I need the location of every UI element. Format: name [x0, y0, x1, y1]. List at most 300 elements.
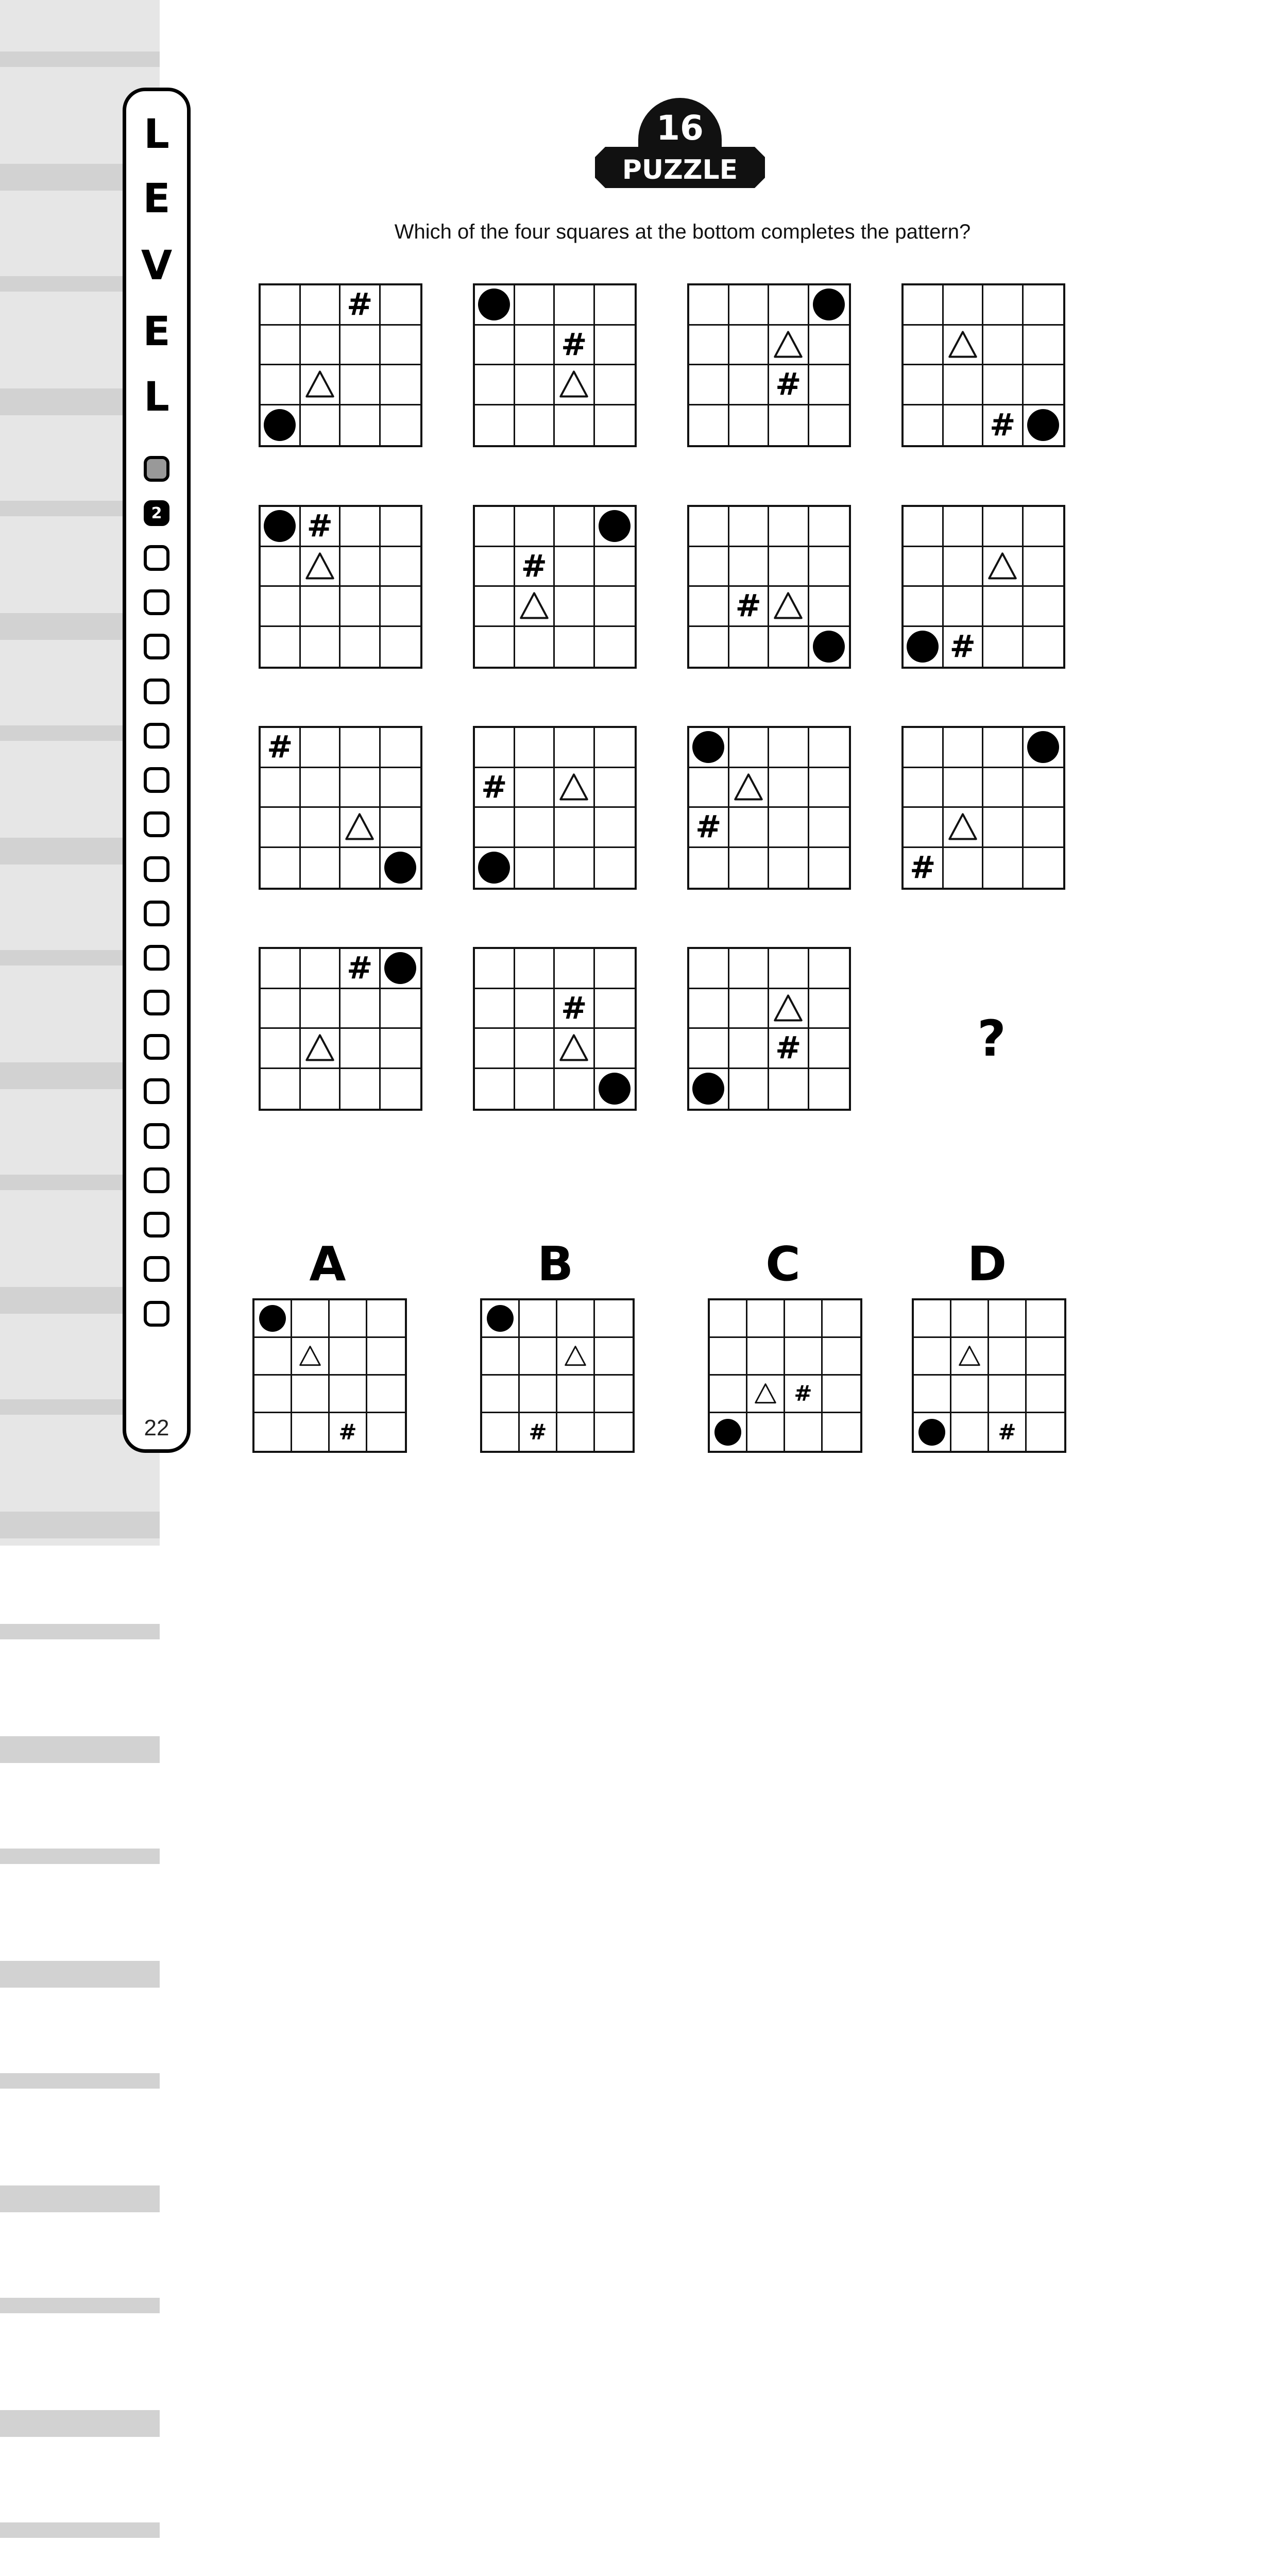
- hash-symbol: #: [561, 326, 587, 363]
- grid-cell: [809, 1069, 849, 1109]
- triangle-icon: [988, 552, 1017, 581]
- grid-cell: [904, 768, 944, 808]
- grid-cell: [340, 989, 381, 1029]
- triangle-icon: [299, 1345, 321, 1367]
- hash-symbol: #: [735, 588, 761, 624]
- filled-circle-icon: [384, 952, 416, 984]
- grid-cell: [515, 949, 555, 989]
- grid-cell: [914, 1300, 951, 1338]
- grid-cell: [729, 405, 770, 446]
- grid-cell: [944, 285, 984, 326]
- grid-cell: [747, 1338, 785, 1376]
- grid-cell: [515, 728, 555, 768]
- grid-cell: [340, 1029, 381, 1069]
- grid-cell: [914, 1413, 951, 1451]
- level-box: [144, 1256, 169, 1282]
- level-box: [144, 545, 169, 571]
- grid-cell: [301, 587, 341, 627]
- option-label-d: D: [967, 1236, 1007, 1292]
- grid-cell: [261, 768, 301, 808]
- grid-cell: [301, 365, 341, 405]
- grid-cell: [340, 949, 381, 989]
- grid-cell: [261, 326, 301, 366]
- grid-cell: [330, 1413, 367, 1451]
- filled-circle-icon: [692, 731, 724, 763]
- grid-cell: [983, 728, 1024, 768]
- grid-cell: [689, 285, 729, 326]
- triangle-icon: [948, 330, 977, 359]
- filled-circle-icon: [714, 1419, 741, 1446]
- grid-cell: [261, 848, 301, 888]
- grid-cell: [555, 989, 595, 1029]
- grid-cell: [944, 587, 984, 627]
- option-label-c: C: [765, 1236, 801, 1292]
- grid-cell: [555, 848, 595, 888]
- grid-cell: [769, 627, 809, 667]
- grid-cell: [1024, 405, 1064, 446]
- grid-cell: [555, 949, 595, 989]
- filled-circle-icon: [1027, 731, 1059, 763]
- grid-cell: [769, 728, 809, 768]
- grid-cell: [1024, 365, 1064, 405]
- grid-cell: [301, 507, 341, 547]
- grid-cell: [809, 768, 849, 808]
- option-grid-c[interactable]: [708, 1298, 862, 1453]
- grid-cell: [983, 808, 1024, 848]
- filled-circle-icon: [907, 631, 939, 663]
- grid-cell: [944, 627, 984, 667]
- level-letter: L: [144, 111, 169, 158]
- grid-cell: [595, 808, 635, 848]
- triangle-icon: [755, 1383, 776, 1404]
- grid-cell: [809, 405, 849, 446]
- grid-cell: [785, 1376, 823, 1413]
- grid-cell: [292, 1413, 330, 1451]
- level-box: [144, 589, 169, 615]
- grid-cell: [261, 728, 301, 768]
- grid-cell: [595, 547, 635, 587]
- grid-cell: [261, 1029, 301, 1069]
- grid-cell: [381, 989, 421, 1029]
- grid-cell: [555, 285, 595, 326]
- grid-cell: [475, 326, 515, 366]
- grid-cell: [301, 768, 341, 808]
- grid-cell: [557, 1338, 595, 1376]
- grid-cell: [729, 507, 770, 547]
- grid-cell: [482, 1376, 520, 1413]
- grid-cell: [595, 1413, 633, 1451]
- grid-cell: [555, 1069, 595, 1109]
- grid-cell: [381, 365, 421, 405]
- grid-cell: [983, 326, 1024, 366]
- grid-cell: [769, 989, 809, 1029]
- grid-cell: [689, 768, 729, 808]
- grid-cell: [381, 627, 421, 667]
- grid-cell: [475, 1029, 515, 1069]
- pattern-grid: [687, 947, 851, 1111]
- pattern-grid: [473, 505, 637, 669]
- grid-cell: [689, 405, 729, 446]
- hash-symbol: #: [529, 1419, 547, 1445]
- grid-cell: [340, 627, 381, 667]
- grid-cell: [809, 547, 849, 587]
- grid-cell: [261, 285, 301, 326]
- grid-cell: [367, 1300, 405, 1338]
- grid-cell: [381, 848, 421, 888]
- grid-cell: [809, 507, 849, 547]
- grid-cell: [1024, 728, 1064, 768]
- grid-cell: [989, 1376, 1027, 1413]
- grid-cell: [261, 989, 301, 1029]
- grid-cell: [944, 507, 984, 547]
- pattern-grid: [473, 726, 637, 890]
- triangle-icon: [305, 552, 334, 581]
- margin-stripe: [0, 2522, 160, 2538]
- grid-cell: [482, 1413, 520, 1451]
- grid-cell: [729, 989, 770, 1029]
- grid-cell: [689, 1069, 729, 1109]
- grid-cell: [944, 326, 984, 366]
- grid-cell: [914, 1376, 951, 1413]
- grid-cell: [983, 848, 1024, 888]
- grid-cell: [944, 547, 984, 587]
- level-box: [144, 1167, 169, 1193]
- grid-cell: [254, 1413, 292, 1451]
- grid-cell: [381, 808, 421, 848]
- grid-cell: [254, 1338, 292, 1376]
- grid-cell: [729, 808, 770, 848]
- grid-cell: [340, 768, 381, 808]
- triangle-icon: [774, 994, 803, 1023]
- grid-cell: [475, 285, 515, 326]
- grid-cell: [904, 405, 944, 446]
- grid-cell: [475, 587, 515, 627]
- grid-cell: [944, 808, 984, 848]
- level-box-current: 2: [144, 500, 169, 526]
- grid-cell: [475, 405, 515, 446]
- hash-symbol: #: [695, 809, 722, 845]
- grid-cell: [340, 1069, 381, 1109]
- hash-symbol: #: [267, 729, 293, 766]
- margin-stripe: [0, 52, 160, 67]
- grid-cell: [367, 1376, 405, 1413]
- grid-cell: [1027, 1413, 1064, 1451]
- filled-circle-icon: [264, 409, 296, 441]
- grid-cell: [475, 627, 515, 667]
- grid-cell: [555, 326, 595, 366]
- grid-cell: [515, 1069, 555, 1109]
- grid-cell: [689, 728, 729, 768]
- level-box: [144, 811, 169, 837]
- grid-cell: [809, 848, 849, 888]
- grid-cell: [989, 1338, 1027, 1376]
- grid-cell: [301, 808, 341, 848]
- grid-cell: [1024, 547, 1064, 587]
- grid-cell: [330, 1376, 367, 1413]
- pattern-grid: [259, 947, 422, 1111]
- grid-cell: [475, 949, 515, 989]
- option-grid-d[interactable]: [912, 1298, 1066, 1453]
- grid-cell: [301, 627, 341, 667]
- grid-cell: [944, 768, 984, 808]
- grid-cell: [689, 808, 729, 848]
- grid-cell: [595, 768, 635, 808]
- grid-cell: [769, 326, 809, 366]
- grid-cell: [904, 547, 944, 587]
- grid-cell: [330, 1300, 367, 1338]
- grid-cell: [520, 1376, 557, 1413]
- grid-cell: [557, 1413, 595, 1451]
- page-number: 22: [144, 1415, 169, 1440]
- grid-cell: [823, 1376, 860, 1413]
- level-letter: E: [143, 309, 171, 355]
- grid-cell: [381, 285, 421, 326]
- level-box: [144, 856, 169, 882]
- grid-cell: [381, 1069, 421, 1109]
- triangle-icon: [345, 812, 374, 841]
- grid-cell: [515, 587, 555, 627]
- grid-cell: [689, 507, 729, 547]
- level-box: [144, 1034, 169, 1060]
- option-label-b: B: [537, 1236, 574, 1292]
- grid-cell: [983, 587, 1024, 627]
- hash-symbol: #: [307, 508, 333, 545]
- triangle-icon: [559, 370, 588, 399]
- grid-cell: [292, 1338, 330, 1376]
- grid-cell: [989, 1413, 1027, 1451]
- grid-cell: [261, 949, 301, 989]
- filled-circle-icon: [813, 631, 845, 663]
- grid-cell: [1027, 1376, 1064, 1413]
- grid-cell: [340, 507, 381, 547]
- level-box: [144, 1123, 169, 1149]
- grid-cell: [1024, 285, 1064, 326]
- option-grid-a[interactable]: [252, 1298, 407, 1453]
- margin-stripe: [0, 1961, 160, 1988]
- grid-cell: [1024, 507, 1064, 547]
- grid-cell: [301, 1029, 341, 1069]
- grid-cell: [301, 326, 341, 366]
- grid-cell: [515, 627, 555, 667]
- grid-cell: [595, 728, 635, 768]
- grid-cell: [340, 587, 381, 627]
- pattern-grid: [259, 283, 422, 447]
- grid-cell: [769, 507, 809, 547]
- grid-cell: [301, 405, 341, 446]
- grid-cell: [292, 1376, 330, 1413]
- missing-square-question-mark: ?: [977, 1010, 1006, 1067]
- grid-cell: [689, 326, 729, 366]
- grid-cell: [729, 728, 770, 768]
- grid-cell: [595, 989, 635, 1029]
- triangle-icon: [559, 1033, 588, 1062]
- grid-cell: [904, 326, 944, 366]
- level-box: [144, 634, 169, 659]
- grid-cell: [689, 587, 729, 627]
- level-bar: [123, 88, 191, 1453]
- level-box: [144, 990, 169, 1015]
- grid-cell: [689, 949, 729, 989]
- grid-cell: [261, 627, 301, 667]
- grid-cell: [475, 365, 515, 405]
- filled-circle-icon: [813, 289, 845, 320]
- grid-cell: [381, 405, 421, 446]
- triangle-icon: [774, 591, 803, 620]
- grid-cell: [710, 1376, 747, 1413]
- grid-cell: [1027, 1338, 1064, 1376]
- grid-cell: [475, 848, 515, 888]
- grid-cell: [301, 989, 341, 1029]
- grid-cell: [983, 285, 1024, 326]
- triangle-icon: [305, 370, 334, 399]
- grid-cell: [261, 507, 301, 547]
- grid-cell: [1024, 768, 1064, 808]
- grid-cell: [769, 547, 809, 587]
- filled-circle-icon: [1027, 409, 1059, 441]
- hash-symbol: #: [990, 407, 1016, 444]
- hash-symbol: #: [910, 850, 936, 886]
- level-box: [144, 945, 169, 971]
- grid-cell: [769, 848, 809, 888]
- filled-circle-icon: [259, 1305, 286, 1332]
- hash-symbol: #: [481, 769, 507, 805]
- grid-cell: [747, 1300, 785, 1338]
- grid-cell: [340, 808, 381, 848]
- grid-cell: [809, 326, 849, 366]
- grid-cell: [769, 949, 809, 989]
- grid-cell: [989, 1300, 1027, 1338]
- grid-cell: [261, 1069, 301, 1109]
- grid-cell: [482, 1300, 520, 1338]
- grid-cell: [983, 547, 1024, 587]
- grid-cell: [809, 365, 849, 405]
- grid-cell: [381, 547, 421, 587]
- filled-circle-icon: [478, 289, 510, 320]
- margin-stripe: [0, 1849, 160, 1864]
- grid-cell: [301, 728, 341, 768]
- margin-stripe: [0, 1512, 160, 1538]
- filled-circle-icon: [264, 510, 296, 542]
- grid-cell: [944, 728, 984, 768]
- hash-symbol: #: [949, 629, 976, 665]
- option-grid-b[interactable]: [480, 1298, 635, 1453]
- grid-cell: [475, 507, 515, 547]
- grid-cell: [729, 848, 770, 888]
- grid-cell: [904, 507, 944, 547]
- grid-cell: [515, 285, 555, 326]
- triangle-icon: [520, 591, 549, 620]
- grid-cell: [475, 547, 515, 587]
- puzzle-label: PUZZLE: [622, 155, 738, 185]
- grid-cell: [809, 587, 849, 627]
- grid-cell: [809, 285, 849, 326]
- grid-cell: [557, 1300, 595, 1338]
- grid-cell: [367, 1338, 405, 1376]
- grid-cell: [515, 547, 555, 587]
- grid-cell: [340, 547, 381, 587]
- grid-cell: [689, 365, 729, 405]
- grid-cell: [482, 1338, 520, 1376]
- grid-cell: [729, 587, 770, 627]
- grid-cell: [520, 1338, 557, 1376]
- pattern-grid: [901, 505, 1065, 669]
- puzzle-number: 16: [656, 108, 704, 148]
- grid-cell: [475, 989, 515, 1029]
- grid-cell: [747, 1413, 785, 1451]
- grid-cell: [729, 627, 770, 667]
- grid-cell: [729, 1069, 770, 1109]
- grid-cell: [515, 365, 555, 405]
- level-box: [144, 1078, 169, 1104]
- grid-cell: [555, 728, 595, 768]
- grid-cell: [769, 365, 809, 405]
- grid-cell: [729, 285, 770, 326]
- pattern-grid: [473, 283, 637, 447]
- grid-cell: [555, 365, 595, 405]
- pattern-grid: [473, 947, 637, 1111]
- grid-cell: [515, 405, 555, 446]
- hash-symbol: #: [338, 1419, 357, 1445]
- grid-cell: [595, 1338, 633, 1376]
- grid-cell: [515, 848, 555, 888]
- grid-cell: [595, 285, 635, 326]
- grid-cell: [475, 808, 515, 848]
- filled-circle-icon: [384, 852, 416, 884]
- level-letter: V: [141, 243, 173, 289]
- grid-cell: [983, 365, 1024, 405]
- grid-cell: [769, 285, 809, 326]
- grid-cell: [769, 808, 809, 848]
- level-letter: L: [144, 374, 169, 420]
- filled-circle-icon: [599, 1073, 631, 1105]
- grid-cell: [769, 1069, 809, 1109]
- hash-symbol: #: [775, 366, 802, 403]
- grid-cell: [823, 1413, 860, 1451]
- filled-circle-icon: [918, 1419, 945, 1446]
- grid-cell: [254, 1300, 292, 1338]
- grid-cell: [809, 808, 849, 848]
- grid-cell: [983, 768, 1024, 808]
- grid-cell: [729, 326, 770, 366]
- grid-cell: [689, 1029, 729, 1069]
- hash-symbol: #: [794, 1381, 812, 1406]
- grid-cell: [381, 326, 421, 366]
- grid-cell: [381, 1029, 421, 1069]
- triangle-icon: [734, 773, 763, 802]
- grid-cell: [595, 848, 635, 888]
- level-box: [144, 1212, 169, 1238]
- grid-cell: [301, 1069, 341, 1109]
- grid-cell: [710, 1300, 747, 1338]
- level-box: [144, 679, 169, 704]
- grid-cell: [515, 808, 555, 848]
- grid-cell: [381, 768, 421, 808]
- pattern-grid: [259, 726, 422, 890]
- grid-cell: [1024, 627, 1064, 667]
- grid-cell: [261, 808, 301, 848]
- triangle-icon: [948, 812, 977, 841]
- grid-cell: [1024, 587, 1064, 627]
- grid-cell: [904, 365, 944, 405]
- grid-cell: [595, 949, 635, 989]
- grid-cell: [951, 1376, 989, 1413]
- level-box: [144, 767, 169, 793]
- grid-cell: [951, 1338, 989, 1376]
- grid-cell: [1024, 848, 1064, 888]
- grid-cell: [823, 1338, 860, 1376]
- grid-cell: [729, 949, 770, 989]
- grid-cell: [951, 1413, 989, 1451]
